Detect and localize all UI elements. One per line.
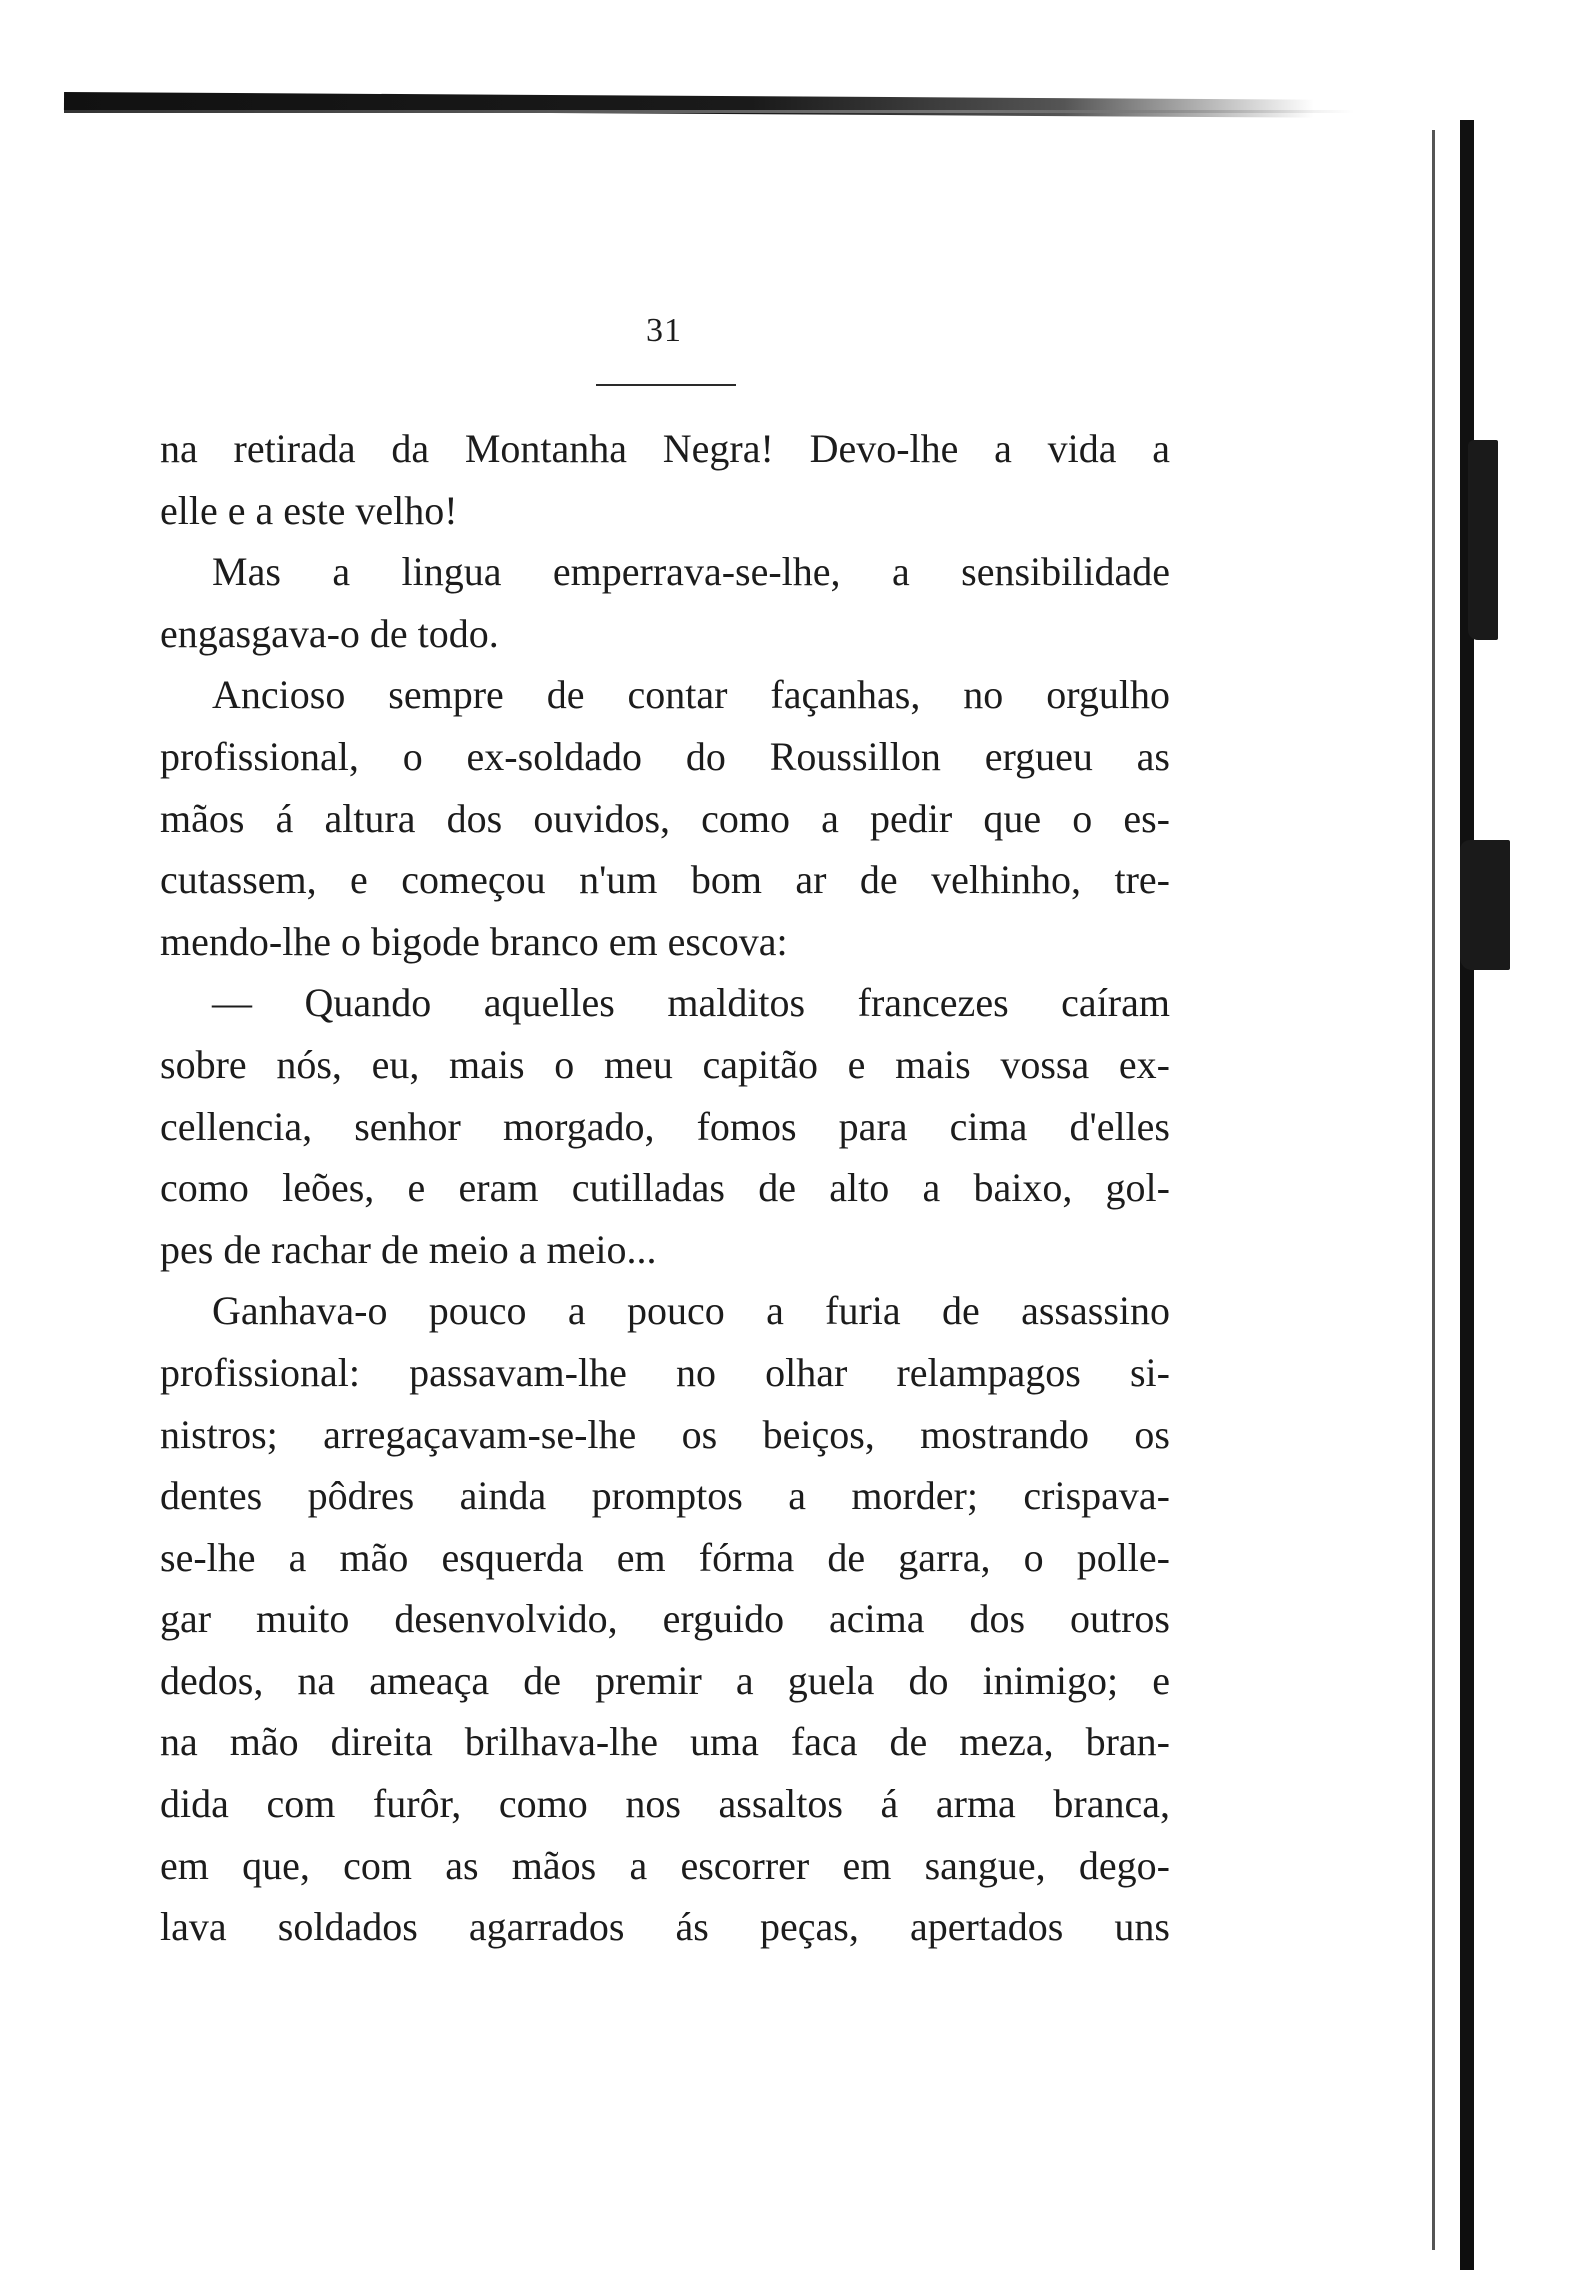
spine-shadow-blot [1468, 440, 1498, 640]
text-line: engasgava-o de todo. [160, 610, 499, 656]
text-line: lava soldados agarrados ás peças, apertados uns [160, 1904, 1170, 1950]
text-line: — Quando aquelles malditos francezes caíram [212, 980, 1170, 1026]
scan-edge-top-bar [64, 92, 1314, 118]
text-line: profissional: passavam-lhe no olhar relampagos si- [160, 1349, 1170, 1395]
scan-edge-top-line [64, 110, 1354, 113]
text-line: cellencia, senhor morgado, fomos para cima d'elles [160, 1103, 1170, 1149]
text-line: dida com furôr, como nos assaltos á arma branca, [160, 1781, 1170, 1827]
text-line: sobre nós, eu, mais o meu capitão e mais vossa ex- [160, 1041, 1170, 1087]
text-line: em que, com as mãos a escorrer em sangue, dego- [160, 1842, 1170, 1888]
page-number: 31 [646, 312, 682, 349]
book-spine-edge [1420, 120, 1490, 2280]
text-line: Ganhava-o pouco a pouco a furia de assassino [212, 1288, 1170, 1334]
text-line: Ancioso sempre de contar façanhas, no orgulho [212, 672, 1170, 718]
text-line: dentes pôdres ainda promptos a morder; crispava- [160, 1473, 1170, 1519]
text-line: Mas a lingua emperrava-se-lhe, a sensibilidade [212, 549, 1170, 595]
header-rule [596, 384, 736, 386]
text-line: como leões, e eram cutilladas de alto a baixo, gol- [160, 1165, 1170, 1211]
text-line: cutassem, e começou n'um bom ar de velhinho, tre- [160, 857, 1170, 903]
text-line: pes de rachar de meio a meio... [160, 1226, 657, 1272]
spine-shadow-blot [1460, 2140, 1474, 2270]
spine-thin-edge [1432, 130, 1435, 2250]
text-line: gar muito desenvolvido, erguido acima dos outros [160, 1596, 1170, 1642]
text-line: dedos, na ameaça de premir a guela do inimigo; e [160, 1657, 1170, 1703]
text-line: mãos á altura dos ouvidos, como a pedir que o es- [160, 795, 1170, 841]
text-line: mendo-lhe o bigode branco em escova: [160, 918, 788, 964]
text-line: nistros; arregaçavam-se-lhe os beiços, mostrando os [160, 1411, 1170, 1457]
text-line: na retirada da Montanha Negra! Devo-lhe a vida a [160, 426, 1170, 471]
spine-shadow-blot [1460, 840, 1510, 970]
text-line: na mão direita brilhava-lhe uma faca de meza, bran- [160, 1719, 1170, 1765]
body-text [160, 418, 1170, 1958]
text-line: elle e a este velho! [160, 487, 458, 533]
text-line: se-lhe a mão esquerda em fórma de garra, o polle- [160, 1534, 1170, 1580]
text-line: profissional, o ex-soldado do Roussillon ergueu as [160, 733, 1170, 779]
